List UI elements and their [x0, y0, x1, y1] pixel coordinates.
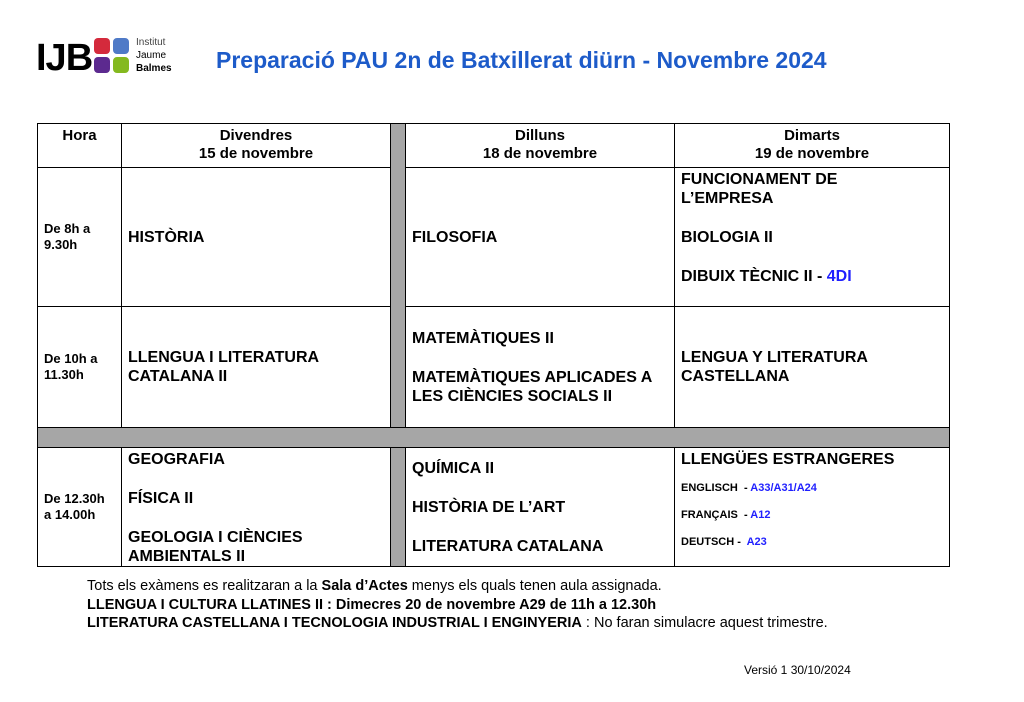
footer-latin: LLENGUA I CULTURA LLATINES II : Dimecres 20 de novembre A29 de 11h a 12.30h — [87, 597, 657, 613]
exam-cell: FILOSOFIA — [405, 167, 675, 307]
version: Versió 1 30/10/2024 — [744, 663, 851, 677]
exam-cell: MATEMÀTIQUES II MATEMÀTIQUES APLICADES A LES CIÈNCIES SOCIALS II — [405, 306, 675, 428]
hora-cell: De 8h a 9.30h — [37, 167, 122, 307]
hora-cell: De 10h a 11.30h — [37, 306, 122, 428]
footer-no-exam: LITERATURA CASTELLANA I TECNOLOGIA INDUSTRIAL I ENGINYERIA : No faran simulacre aquest trimestre. — [87, 615, 828, 631]
exam-cell: LLENGUA I LITERATURA CATALANA II — [121, 306, 391, 428]
logo-line1: Institut — [136, 37, 166, 48]
header-day: Divendres 15 de novembre — [121, 123, 391, 168]
logo — [36, 36, 186, 80]
page-title: Preparació PAU 2n de Batxillerat diürn - Novembre 2024 — [216, 47, 827, 73]
hora-cell: De 12.30h a 14.00h — [37, 447, 122, 567]
exam-cell: GEOGRAFIA FÍSICA II GEOLOGIA I CIÈNCIES AMBIENTALS II — [121, 447, 391, 567]
exam-cell: QUÍMICA II HISTÒRIA DE L’ART LITERATURA CATALANA — [405, 447, 675, 567]
header-hora: Hora — [37, 123, 122, 168]
footer-note: Tots els exàmens es realitzaran a la Sala d’Actes menys els quals tenen aula assignada. — [87, 578, 662, 594]
header-day: Dimarts 19 de novembre — [674, 123, 950, 168]
separator-column — [390, 123, 406, 567]
exam-cell: LLENGÜES ESTRANGERES ENGLISCH - A33/A31/A24 FRANÇAIS - A12 DEUTSCH - A23 — [674, 447, 950, 567]
exam-cell: FUNCIONAMENT DE L’EMPRESA BIOLOGIA II DIBUIX TÈCNIC II - 4DI — [674, 167, 950, 307]
logo-squares — [94, 38, 130, 74]
logo-line3: Balmes — [136, 63, 172, 74]
exam-cell: LENGUA Y LITERATURA CASTELLANA — [674, 306, 950, 428]
logo-line2: Jaume — [136, 50, 167, 61]
logo-mark: IJB — [36, 37, 93, 79]
break-row — [37, 427, 950, 448]
header-day: Dilluns 18 de novembre — [405, 123, 675, 168]
exam-cell: HISTÒRIA — [121, 167, 391, 307]
